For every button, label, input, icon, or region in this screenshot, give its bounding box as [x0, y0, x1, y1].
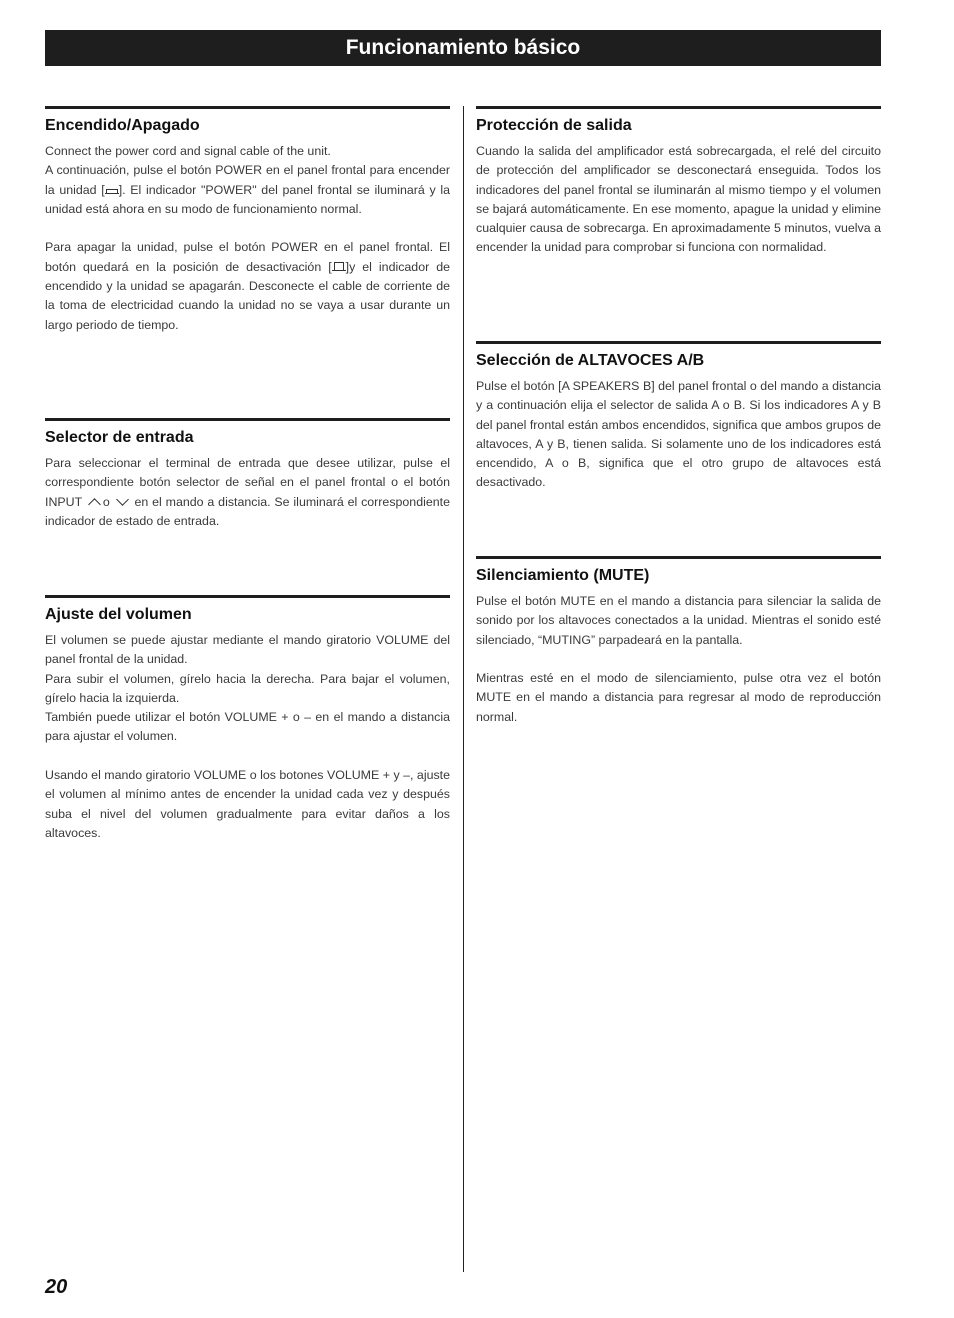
section-speakers [476, 341, 881, 493]
paragraph [45, 238, 450, 334]
section-title: Selección de ALTAVOCES A/B [476, 352, 705, 369]
section-volume [45, 595, 450, 843]
section-power [45, 106, 450, 335]
text: Connect the power cord and signal cable of the unit. [45, 144, 331, 158]
paragraph: Usando el mando giratorio VOLUME o los botones VOLUME + y –, ajuste el volumen al mínimo antes de encender la unidad cada vez y después suba el nivel del volumen gradualmente para evitar daños a los altavoces. [45, 768, 450, 840]
button-pressed-icon [105, 185, 119, 195]
text: Para apagar la unidad, pulse el botón POWER en el panel frontal. El botón quedará en la posición de desactivación [ [45, 240, 450, 274]
section-mute [476, 556, 881, 727]
text: en el mando a distancia. Se iluminará el correspondiente indicador de estado de entrada. [45, 494, 450, 528]
paragraph: El volumen se puede ajustar mediante el mando giratorio VOLUME del panel frontal de la unidad. [45, 633, 450, 667]
section-input [45, 418, 450, 531]
section-title: Encendido/Apagado [45, 117, 200, 134]
chevron-up-icon [88, 498, 101, 511]
chevron-down-icon [116, 493, 129, 506]
paragraph: Pulse el botón MUTE en el mando a distancia para silenciar la salida de sonido por los altavoces conectados a la unidad. Mientras el sonido esté silenciado, “MUTING” parpadeará en la pantalla. [476, 594, 881, 647]
paragraph: Cuando la salida del amplificador está sobrecargada, el relé del circuito de protección del amplificador se desconectará enseguida. Todos los indicadores del panel frontal se iluminarán al mismo tiempo y el volumen se bajará automáticamente. En ese momento, apague la unidad y elimine cualquier causa de sobrecarga. En aproximadamente 5 minutos, vuelva a encender la unidad para comprobar si funciona con normalidad. [476, 144, 881, 255]
text: A continuación, pulse el botón POWER en el panel frontal para encender la unidad [ [45, 163, 450, 197]
paragraph: Pulse el botón [A SPEAKERS B] del panel frontal o del mando a distancia y a continuación elija el selector de salida A o B. Si los indicadores A y B del panel frontal están ambos encendidos, significa que ambos grupos de altavoces, A y B, tienen salida. Si solamente uno de los indicadores está encendido, A o B, significa que el otro grupo de altavoces está desactivado. [476, 379, 881, 490]
paragraph: Para subir el volumen, gírelo hacia la derecha. Para bajar el volumen, gírelo hacia la izquierda. [45, 671, 450, 705]
section-title: Selector de entrada [45, 429, 194, 446]
section-title: Silenciamiento (MUTE) [476, 567, 650, 584]
page-number: 20 [45, 1276, 68, 1298]
text: ]y el indicador de encendido y la unidad se apagarán. Desconecte el cable de corriente de la toma de electricidad cuando la unidad no se vaya a usar durante un largo periodo de tiempo. [45, 259, 450, 332]
paragraph: Mientras esté en el modo de silenciamiento, pulse otra vez el botón MUTE en el mando a distancia para regresar al modo de reproducción normal. [476, 671, 881, 724]
paragraph [45, 454, 450, 531]
paragraph: También puede utilizar el botón VOLUME + o – en el mando a distancia para ajustar el volumen. [45, 710, 450, 744]
section-protection [476, 106, 881, 258]
text: Para seleccionar el terminal de entrada que desee utilizar, pulse el correspondiente botón selector de señal en el panel frontal o el botón INPUT [45, 456, 450, 509]
text: ]. El indicador "POWER" del panel frontal se iluminará y la unidad está ahora en su modo de funcionamiento normal. [45, 182, 450, 216]
text: o [102, 494, 110, 509]
section-title: Ajuste del volumen [45, 606, 192, 623]
button-released-icon [332, 262, 346, 272]
section-title: Protección de salida [476, 117, 632, 134]
page-title: Funcionamiento básico [345, 36, 581, 59]
page-title-banner [45, 30, 881, 66]
column-divider [463, 106, 464, 1272]
paragraph [45, 142, 450, 219]
